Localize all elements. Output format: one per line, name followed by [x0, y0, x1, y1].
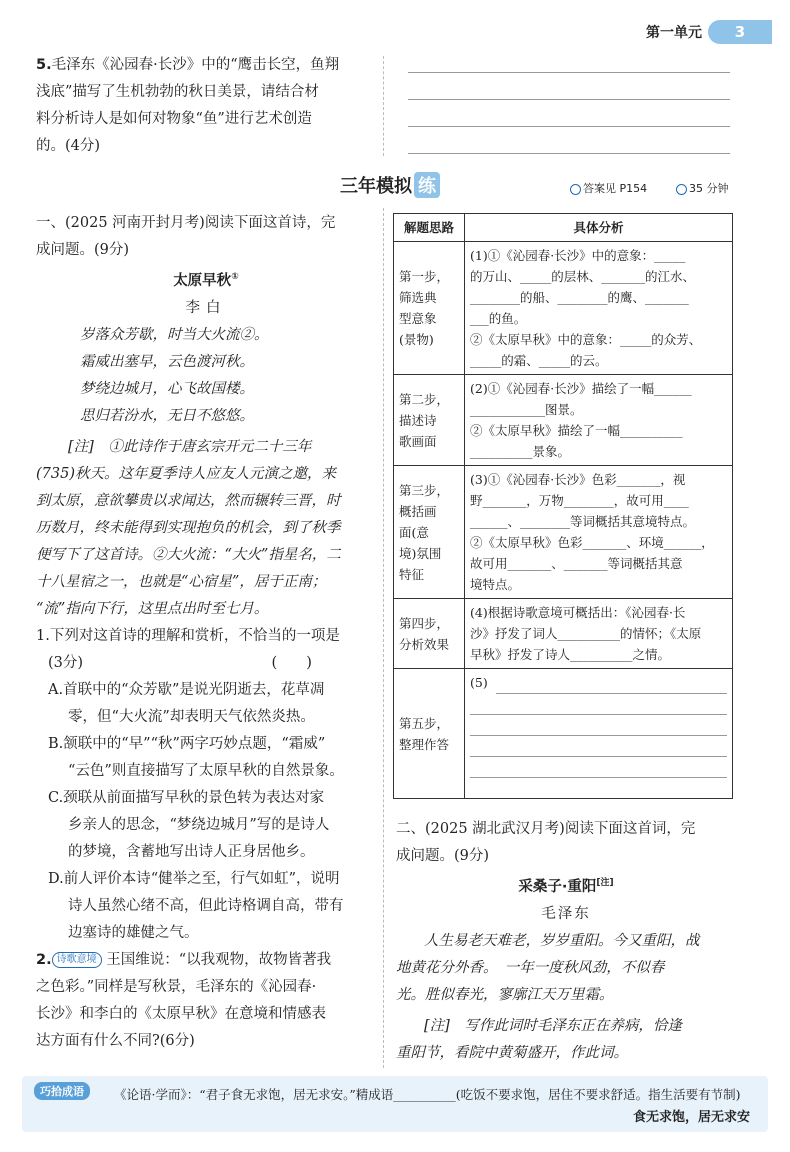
option-d[interactable]: D.前人评价本诗“健举之至，行气如虹”，说明 诗人虽然心绪不高，但此诗格调自高，带有 边塞诗的雄健之气。 — [48, 870, 344, 941]
table-row — [394, 466, 733, 599]
q2-stem: 2. 诗歌意境 王国维说：“以我观物，故物皆著我 — [36, 951, 332, 968]
step-cell: 第三步， 概括画 面(意 境)氛围 特征 — [394, 466, 465, 599]
answer-line[interactable] — [408, 72, 730, 73]
analysis-cell[interactable]: (5) — [465, 669, 733, 799]
footer-answer: 食无求饱，居无求安 — [632, 1110, 750, 1125]
column-header: 解题思路 — [394, 214, 465, 242]
q2-stem: 达方面有什么不同?(6分) — [36, 1032, 195, 1049]
q2-stem: 之色彩。”同样是写秋景，毛泽东的《沁园春· — [36, 978, 317, 995]
column-header: 具体分析 — [465, 214, 733, 242]
option-b[interactable]: B.颔联中的“早”“秋”两字巧妙点题，“霜威” “云色”则直接描写了太原早秋的自然景象。 — [48, 735, 344, 779]
answer-reference: 答案见 P154 — [570, 180, 647, 196]
poem-title: 采桑子·重阳[注] — [518, 878, 614, 895]
question-5 — [36, 52, 376, 160]
time-limit: 35 分钟 — [676, 180, 729, 196]
poem-line: 霜威出塞早，云色渡河秋。 — [80, 353, 254, 370]
table-header-row — [394, 214, 733, 242]
q1-stem: (3分) ( ) — [48, 654, 312, 671]
part-b-intro: 二、(2025 湖北武汉月考)阅读下面这首词，完 — [396, 821, 696, 837]
q1-stem: 1.下列对这首诗的理解和赏析，不恰当的一项是 — [36, 627, 340, 644]
footer-tag: 巧拾成语 — [34, 1082, 90, 1100]
option-c[interactable]: C.颈联从前面描写早秋的景色转为表达对家 乡亲人的思念，“梦绕边城月”写的是诗人 的梦境，含蓄地写出诗人正身居他乡。 — [48, 789, 330, 860]
step-cell: 第一步， 筛选典 型意象 (景物) — [394, 242, 465, 375]
step-cell: 第五步， 整理作答 — [394, 669, 465, 799]
part-a-intro: 一、(2025 河南开封月考)阅读下面这首诗，完 — [36, 215, 336, 231]
column-divider — [383, 208, 384, 1068]
answer-line[interactable] — [408, 153, 730, 154]
table-row — [394, 242, 733, 375]
note-line: 历数月，终未能得到实现抱负的机会，到了秋季 — [36, 519, 341, 536]
note-line: 到太原，意欲攀贵以求闻达，然而辗转三晋，时 — [36, 492, 341, 509]
table-row — [394, 375, 733, 466]
note-line: 便写下了这首诗。②大火流：“大火”指星名，二 — [36, 546, 341, 563]
q5-line: 5.毛泽东《沁园春·长沙》中的“鹰击长空，鱼翔 — [36, 57, 340, 73]
step-cell: 第二步， 描述诗 歌画面 — [394, 375, 465, 466]
poet-name: 毛泽东 — [541, 905, 591, 922]
poem-line: 岁落众芳歇，时当大火流②。 — [80, 326, 269, 343]
q5-line: 的。(4分) — [36, 138, 101, 154]
analysis-cell[interactable]: (3)①《沁园春·长沙》色彩_______，视 野_______，万物________，故可用____ ______、________等词概括其意境特点。 ②《太原早秋》色彩_______、环境______， 故可用_______、_______等词概括其意 境特点。 — [465, 466, 733, 599]
q2-stem: 长沙》和李白的《太原早秋》在意境和情感表 — [36, 1005, 326, 1022]
note-line: [注] ①此诗作于唐玄宗开元二十三年 — [68, 438, 312, 455]
answer-line[interactable] — [408, 126, 730, 127]
q5-line: 料分析诗人是如何对物象“鱼”进行艺术创造 — [36, 111, 312, 127]
note-line: 重阳节，看院中黄菊盛开，作此词。 — [396, 1044, 628, 1061]
note-line: “流”指向下行，这里点出时至七月。 — [36, 600, 269, 617]
part-a — [36, 210, 376, 1055]
analysis-cell[interactable]: (1)①《沁园春·长沙》中的意象：_____ 的万山、_____的层林、_______的江水、 ________的船、________的鹰、_______ ___的鱼。 ②《太原早秋》中的意象：_____的众芳、 _____的霜、_____的云。 — [465, 242, 733, 375]
step-cell: 第四步， 分析效果 — [394, 599, 465, 669]
analysis-cell[interactable]: (2)①《沁园春·长沙》描绘了一幅______ ____________图景。 ②《太原早秋》描绘了一幅__________ __________景象。 — [465, 375, 733, 466]
poem-line: 梦绕边城月，心飞故国楼。 — [80, 380, 254, 397]
note-line: [注] 写作此词时毛泽东正在养病，恰逢 — [424, 1017, 682, 1034]
table-row — [394, 599, 733, 669]
option-a[interactable]: A.首联中的“众芳歇”是说光阴逝去，花草凋 零，但“大火流”却表明天气依然炎热。 — [48, 681, 325, 725]
section-title: 三年模拟 练 — [340, 172, 440, 198]
column-divider — [383, 56, 384, 156]
poem-title: 太原早秋① — [173, 272, 239, 289]
note-line: 十八星宿之一，也就是“心宿星”，居于正南； — [36, 573, 327, 590]
answer-line[interactable] — [408, 99, 730, 100]
badge-tag: 诗歌意境 — [52, 952, 102, 968]
analysis-cell[interactable]: (4)根据诗歌意境可概括出：《沁园春·长 沙》抒发了词人__________的情怀；《太原 早秋》抒发了诗人__________之情。 — [465, 599, 733, 669]
analysis-table — [393, 213, 733, 799]
footer-text: 《论语·学而》：“君子食无求饱，居无求安。”精成语__________(吃饭不要求饱，居住不要求舒适。指生活要有节制) — [114, 1087, 741, 1102]
table-row — [394, 669, 733, 799]
poet-name: 李白 — [185, 299, 227, 316]
part-b-intro: 成问题。(9分) — [396, 848, 490, 864]
page-number: 3 — [708, 20, 772, 44]
unit-label: 第一单元 — [646, 25, 702, 41]
poem-line: 思归若汾水，无日不悠悠。 — [80, 407, 254, 424]
poem-line: 地黄花分外香。 一年一度秋风劲，不似春 — [396, 959, 665, 976]
part-b — [396, 816, 736, 1067]
search-icon — [570, 184, 581, 195]
poem-line: 人生易老天难老，岁岁重阳。今又重阳，战 — [424, 932, 700, 949]
q5-line: 浅底”描写了生机勃勃的秋日美景，请结合材 — [36, 84, 319, 100]
clock-icon — [676, 184, 687, 195]
poem-line: 光。胜似春光，寥廓江天万里霜。 — [396, 986, 614, 1003]
part-a-intro: 成问题。(9分) — [36, 242, 130, 258]
note-line: (735)秋天。这年夏季诗人应友人元演之邀，来 — [36, 465, 336, 482]
